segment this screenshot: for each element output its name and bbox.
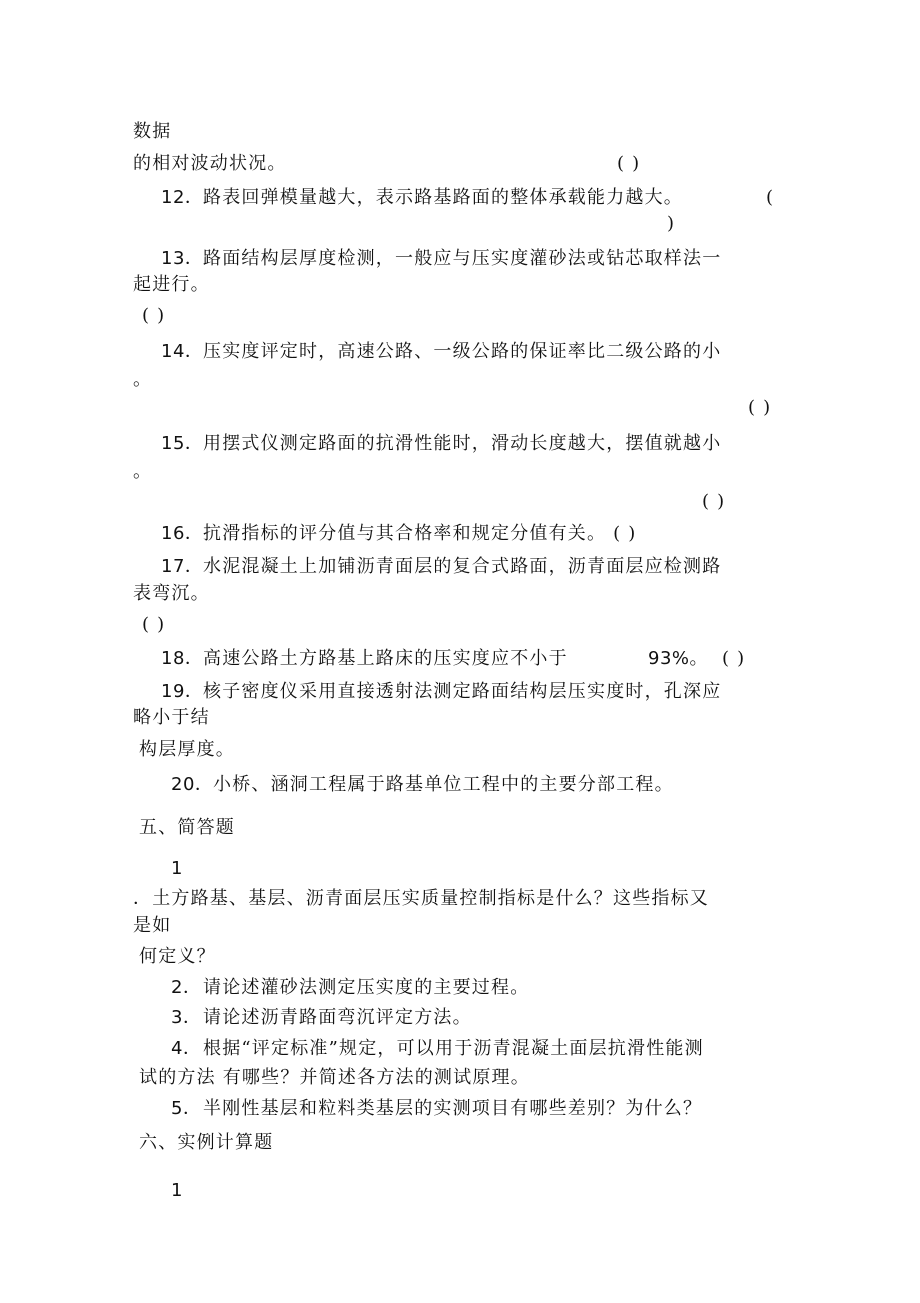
- question-text: 起进行。: [133, 274, 210, 295]
- question-text: 请论述灌砂法测定压实度的主要过程。: [203, 977, 530, 998]
- question-text: 路面结构层厚度检测，一般应与压实度灌砂法或钻芯取样法一: [203, 248, 722, 269]
- question-number: 4．: [171, 1038, 202, 1059]
- answer-bracket: ( ): [142, 305, 166, 326]
- answer-bracket: ( ): [748, 397, 772, 418]
- question-text: 小桥、涵洞工程属于路基单位工程中的主要分部工程。: [213, 774, 674, 795]
- question-text: 构层厚度。: [139, 739, 235, 760]
- answer-bracket: (: [766, 187, 775, 208]
- question-number: 3．: [171, 1007, 202, 1028]
- answer-bracket: ( ): [702, 491, 726, 512]
- question-text: 水泥混凝土上加铺沥青面层的复合式路面，沥青面层应检测路: [203, 556, 722, 577]
- question-text: ．土方路基、基层、沥青面层压实质量控制指标是什么？这些指标又: [133, 888, 709, 909]
- answer-bracket: ( ): [722, 648, 746, 669]
- question-text: 何定义？: [139, 946, 216, 967]
- section-heading: 五、简答题: [139, 817, 235, 838]
- question-number: 1: [171, 1180, 183, 1201]
- text-line: 的相对波动状况。: [133, 153, 287, 174]
- question-text: 表弯沉。: [133, 583, 210, 604]
- text-line: 数据: [133, 121, 172, 142]
- question-text: 用摆式仪测定路面的抗滑性能时，滑动长度越大，摆值就越小: [203, 433, 722, 454]
- question-text: 根据“评定标准”规定，可以用于沥青混凝土面层抗滑性能测: [203, 1038, 704, 1059]
- question-number: 1: [171, 858, 183, 879]
- question-text: 。: [133, 461, 153, 482]
- question-text: 压实度评定时，高速公路、一级公路的保证率比二级公路的小: [203, 341, 722, 362]
- question-number: 18．: [161, 648, 204, 669]
- question-text: 高速公路土方路基上路床的压实度应不小于: [203, 648, 568, 669]
- question-number: 16．: [161, 523, 204, 544]
- question-text: 略小于结: [133, 707, 210, 728]
- question-number: 14．: [161, 341, 204, 362]
- question-number: 5．: [171, 1098, 202, 1119]
- question-number: 2．: [171, 977, 202, 998]
- question-number: 20．: [171, 774, 214, 795]
- question-number: 15．: [161, 433, 204, 454]
- question-number: 12．: [161, 187, 204, 208]
- question-number: 19．: [161, 681, 204, 702]
- question-text: 是如: [133, 915, 172, 936]
- question-number: 13．: [161, 248, 204, 269]
- question-text: 半刚性基层和粒料类基层的实测项目有哪些差别？为什么？: [203, 1098, 703, 1119]
- question-text: 核子密度仪采用直接透射法测定路面结构层压实度时，孔深应: [203, 681, 722, 702]
- question-text: 试的方法 有哪些？并简述各方法的测试原理。: [139, 1067, 530, 1088]
- question-text: 路表回弹模量越大，表示路基路面的整体承载能力越大。: [203, 187, 683, 208]
- question-number: 17．: [161, 556, 204, 577]
- question-text: 请论述沥青路面弯沉评定方法。: [203, 1007, 472, 1028]
- question-text: 抗滑指标的评分值与其合格率和规定分值有关。 ( ): [203, 523, 637, 544]
- section-heading: 六、实例计算题: [139, 1132, 274, 1153]
- answer-bracket: ( ): [142, 614, 166, 635]
- answer-bracket: ( ): [617, 153, 641, 174]
- question-text: 。: [133, 369, 153, 390]
- answer-bracket: ): [667, 213, 676, 234]
- percentage-value: 93%。: [648, 648, 709, 669]
